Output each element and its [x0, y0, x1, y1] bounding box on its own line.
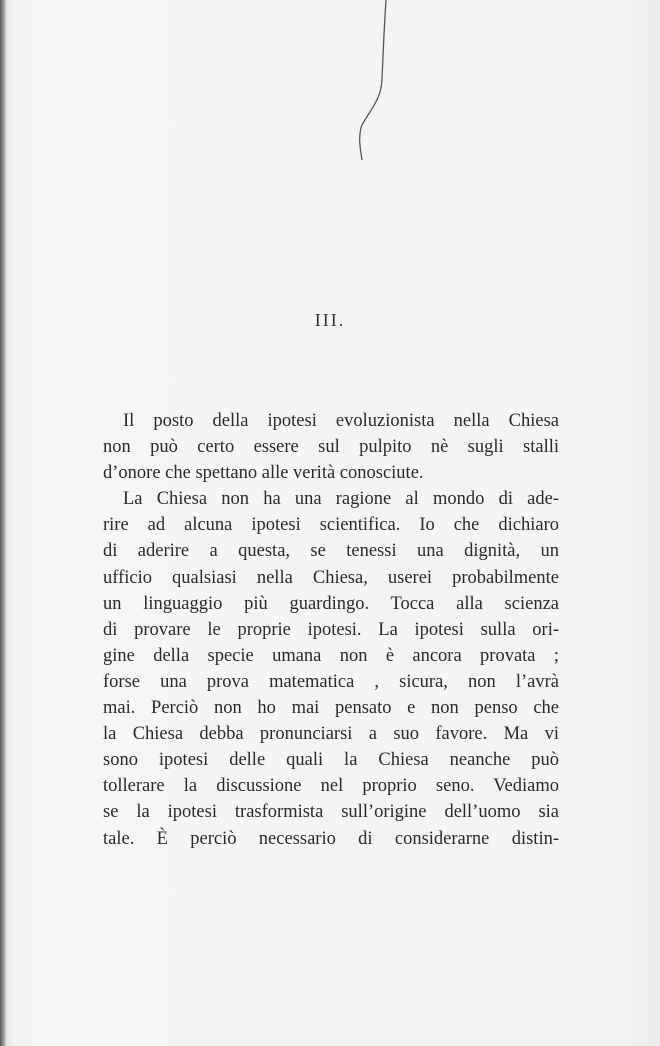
- text-line: tollerare la discussione nel proprio seno. Vediamo: [103, 776, 559, 797]
- text-line: mai. Perciò non ho mai pensato e non penso che: [103, 698, 559, 719]
- text-line: forse una prova matematica , sicura, non l’avrà: [103, 671, 559, 692]
- text-line: tale. È perciò necessario di considerarne distin-: [103, 828, 559, 849]
- binding-edge: [0, 0, 6, 1046]
- text-line: d’onore che spettano alle verità conosciute.: [103, 463, 424, 484]
- text-line: di provare le proprie ipotesi. La ipotesi sulla ori-: [103, 619, 559, 640]
- text-line: se la ipotesi trasformista sull’origine dell’uomo sia: [103, 802, 559, 823]
- text-line: Il posto della ipotesi evoluzionista nella Chiesa: [123, 411, 559, 431]
- text-line: sono ipotesi delle quali la Chiesa neanche può: [103, 750, 559, 771]
- text-line: la Chiesa debba pronunciarsi a suo favore. Ma vi: [103, 724, 559, 745]
- body-text: [103, 408, 559, 852]
- text-line: rire ad alcuna ipotesi scientifica. Io che dichiaro: [103, 515, 559, 536]
- chapter-heading: III.: [314, 310, 346, 330]
- text-line: ufficio qualsiasi nella Chiesa, userei probabilmente: [103, 567, 559, 588]
- pen-mark: [350, 0, 390, 170]
- text-line: un linguaggio più guardingo. Tocca alla scienza: [103, 593, 559, 614]
- text-line: La Chiesa non ha una ragione al mondo di ade-: [123, 489, 559, 510]
- text-line: gine della specie umana non è ancora provata ;: [103, 645, 559, 666]
- text-line: non può certo essere sul pulpito nè sugli stalli: [103, 437, 559, 458]
- text-line: di aderire a questa, se tenessi una dignità, un: [103, 541, 559, 562]
